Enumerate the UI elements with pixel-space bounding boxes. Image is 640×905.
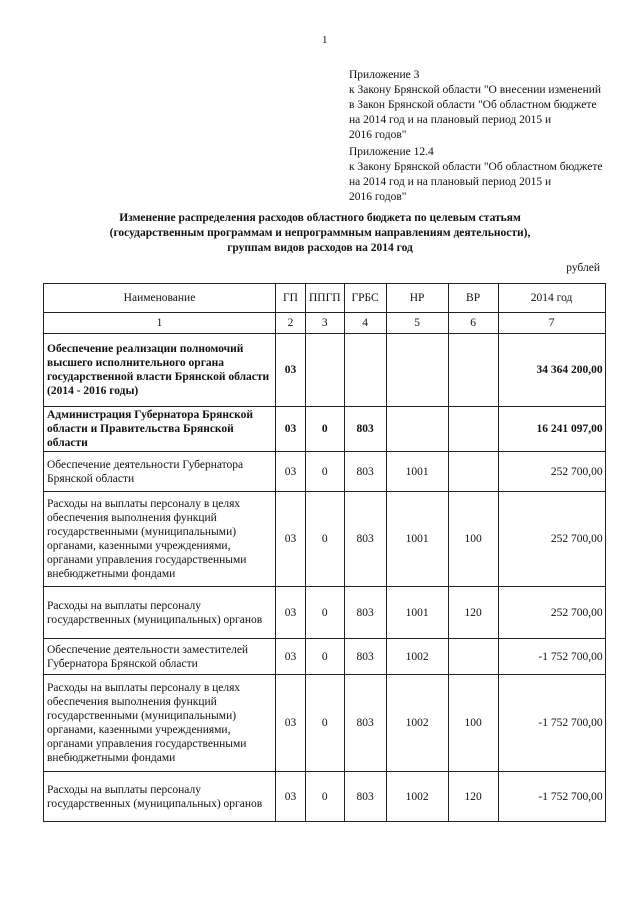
appendix-line: на 2014 год и на плановый период 2015 и — [349, 114, 552, 126]
row-ppgp: 0 — [306, 587, 345, 639]
header-vr: ВР — [448, 284, 498, 313]
row-vr — [448, 639, 498, 675]
row-name: Обеспечение деятельности Губернатора Брянской области — [44, 452, 276, 492]
row-nr: 1001 — [386, 452, 448, 492]
appendix-line: Приложение 12.4 — [349, 146, 434, 158]
row-vr — [448, 407, 498, 452]
appendix-line: к Закону Брянской области "О внесении изменений — [349, 84, 602, 96]
appendix-line: в Закон Брянской области "Об областном бюджете — [349, 99, 597, 111]
table-row — [44, 407, 606, 452]
row-grbs: 803 — [344, 407, 386, 452]
row-amount: 252 700,00 — [498, 452, 605, 492]
row-grbs: 803 — [344, 772, 386, 822]
row-amount: 252 700,00 — [498, 587, 605, 639]
table-row — [44, 334, 606, 407]
row-amount: 252 700,00 — [498, 492, 605, 587]
col-number: 7 — [498, 313, 605, 334]
header-grbs: ГРБС — [344, 284, 386, 313]
row-gp: 03 — [276, 675, 306, 772]
row-vr: 100 — [448, 675, 498, 772]
appendix-12-4-note — [349, 145, 602, 205]
row-name: Расходы на выплаты персоналу государственных (муниципальных) органов — [44, 587, 276, 639]
table-row — [44, 587, 606, 639]
row-ppgp: 0 — [306, 407, 345, 452]
row-ppgp: 0 — [306, 492, 345, 587]
row-name: Администрация Губернатора Брянской области и Правительства Брянской области — [44, 407, 276, 452]
row-amount: 34 364 200,00 — [498, 334, 605, 407]
row-name: Расходы на выплаты персоналу государственных (муниципальных) органов — [44, 772, 276, 822]
row-vr — [448, 452, 498, 492]
page-number: 1 — [322, 34, 328, 46]
row-ppgp: 0 — [306, 639, 345, 675]
header-nr: НР — [386, 284, 448, 313]
row-vr: 120 — [448, 587, 498, 639]
appendix-line: к Закону Брянской области "Об областном бюджете — [349, 161, 603, 173]
row-vr: 100 — [448, 492, 498, 587]
header-year: 2014 год — [498, 284, 605, 313]
row-ppgp: 0 — [306, 675, 345, 772]
row-amount: -1 752 700,00 — [498, 772, 605, 822]
row-nr: 1002 — [386, 639, 448, 675]
table-row — [44, 639, 606, 675]
row-name: Расходы на выплаты персоналу в целях обеспечения выполнения функций государственными (муниципальными) органами, казенными учреждениями, органами управления государственными внебюджетными фондами — [44, 675, 276, 772]
col-number: 1 — [44, 313, 276, 334]
row-name: Обеспечение реализации полномочий высшего исполнительного органа государственной власти Брянской области (2014 - 2016 годы) — [44, 334, 276, 407]
table-row — [44, 452, 606, 492]
row-ppgp: 0 — [306, 772, 345, 822]
row-nr: 1001 — [386, 587, 448, 639]
row-vr — [448, 334, 498, 407]
row-gp: 03 — [276, 334, 306, 407]
row-nr — [386, 407, 448, 452]
header-name: Наименование — [44, 284, 276, 313]
row-grbs: 803 — [344, 639, 386, 675]
row-grbs: 803 — [344, 675, 386, 772]
row-nr: 1002 — [386, 675, 448, 772]
title-line: группам видов расходов на 2014 год — [227, 242, 413, 254]
row-ppgp: 0 — [306, 452, 345, 492]
row-gp: 03 — [276, 407, 306, 452]
table-row — [44, 492, 606, 587]
budget-table — [43, 283, 606, 822]
table-row — [44, 675, 606, 772]
table-header-row — [44, 284, 606, 313]
appendix-line: на 2014 год и на плановый период 2015 и — [349, 176, 552, 188]
col-number: 2 — [276, 313, 306, 334]
row-grbs: 803 — [344, 587, 386, 639]
row-amount: 16 241 097,00 — [498, 407, 605, 452]
header-ppgp: ППГП — [306, 284, 345, 313]
row-gp: 03 — [276, 492, 306, 587]
title-line: Изменение распределения расходов областного бюджета по целевым статьям — [119, 212, 521, 224]
appendix-line: 2016 годов" — [349, 191, 407, 203]
row-gp: 03 — [276, 639, 306, 675]
row-amount: -1 752 700,00 — [498, 675, 605, 772]
header-gp: ГП — [276, 284, 306, 313]
appendix-line: Приложение 3 — [349, 69, 420, 81]
row-grbs: 803 — [344, 452, 386, 492]
appendix-line: 2016 годов" — [349, 129, 407, 141]
row-amount: -1 752 700,00 — [498, 639, 605, 675]
row-vr: 120 — [448, 772, 498, 822]
row-gp: 03 — [276, 587, 306, 639]
row-gp: 03 — [276, 452, 306, 492]
col-number: 3 — [306, 313, 345, 334]
row-ppgp — [306, 334, 345, 407]
column-number-row — [44, 313, 606, 334]
document-title — [60, 211, 580, 256]
col-number: 5 — [386, 313, 448, 334]
row-name: Обеспечение деятельности заместителей Губернатора Брянской области — [44, 639, 276, 675]
row-nr — [386, 334, 448, 407]
row-grbs: 803 — [344, 492, 386, 587]
row-grbs — [344, 334, 386, 407]
col-number: 4 — [344, 313, 386, 334]
table-row — [44, 772, 606, 822]
col-number: 6 — [448, 313, 498, 334]
row-nr: 1001 — [386, 492, 448, 587]
currency-unit: рублей — [566, 262, 600, 274]
appendix-3-note — [349, 68, 601, 143]
row-nr: 1002 — [386, 772, 448, 822]
title-line: (государственным программам и непрограммным направлениям деятельности), — [109, 227, 531, 239]
row-name: Расходы на выплаты персоналу в целях обеспечения выполнения функций государственными (муниципальными) органами, казенными учреждениями, органами управления государственными внебюджетными фондами — [44, 492, 276, 587]
row-gp: 03 — [276, 772, 306, 822]
